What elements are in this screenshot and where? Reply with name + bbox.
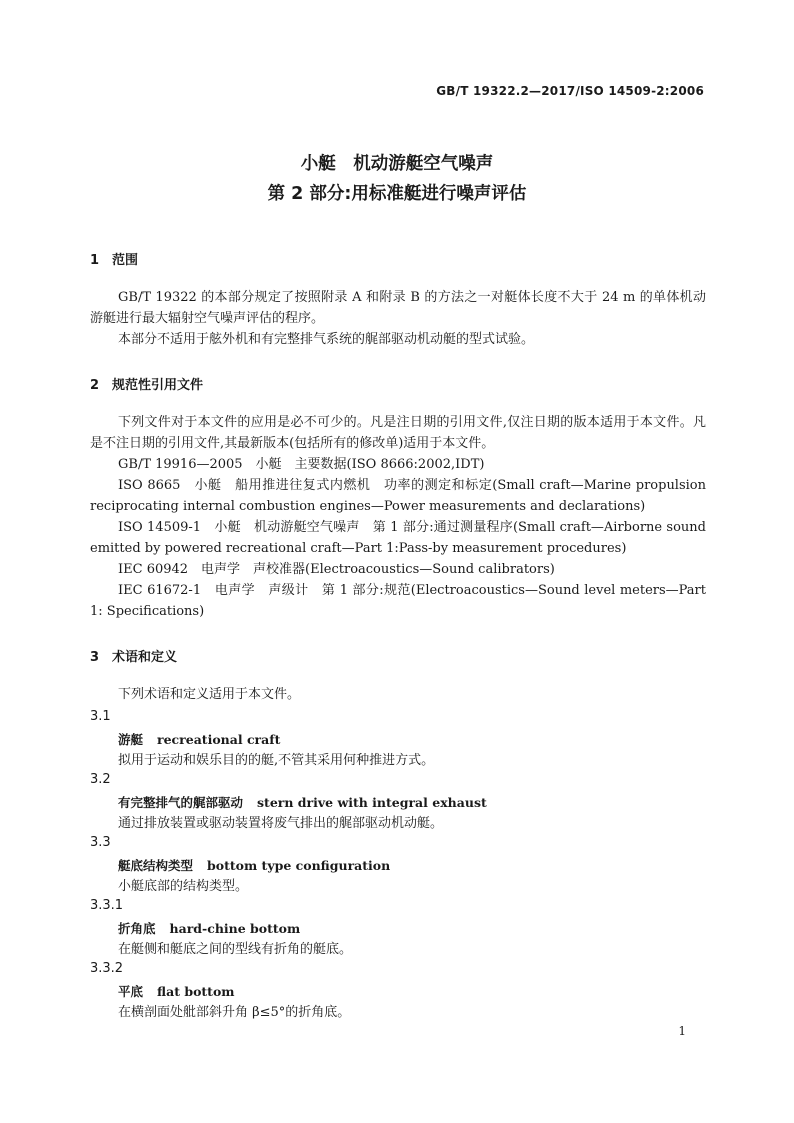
references-intro: 下列文件对于本文件的应用是必不可少的。凡是注日期的引用文件,仅注日期的版本适用于本文件。凡是不注日期的引用文件,其最新版本(包括所有的修改单)适用于本文件。 xyxy=(90,415,706,451)
term-name-zh: 游艇 xyxy=(118,732,144,747)
term-name-zh: 平底 xyxy=(118,984,144,999)
term-name-zh: 艇底结构类型 xyxy=(118,858,194,873)
term-name xyxy=(118,730,280,748)
term-name xyxy=(118,919,300,937)
term-definition: 在艇侧和艇底之间的型线有折角的艇底。 xyxy=(118,942,353,957)
term-name-en: stern drive with integral exhaust xyxy=(257,795,487,810)
term-name xyxy=(118,856,390,874)
scope-paragraph-1: GB/T 19322 的本部分规定了按照附录 A 和附录 B 的方法之一对艇体长度不大于 24 m 的单体机动游艇进行最大辐射空气噪声评估的程序。 xyxy=(90,290,706,326)
scope-paragraph-2: 本部分不适用于舷外机和有完整排气系统的艉部驱动机动艇的型式试验。 xyxy=(118,332,535,347)
term-number: 3.1 xyxy=(90,709,111,724)
term-name-en: flat bottom xyxy=(157,984,235,999)
term-definition: 通过排放装置或驱动装置将废气排出的艉部驱动机动艇。 xyxy=(118,816,444,831)
term-name-en: hard-chine bottom xyxy=(169,921,301,936)
section-number: 2 xyxy=(90,378,100,393)
section-title: 规范性引用文件 xyxy=(112,378,204,393)
term-name xyxy=(118,982,235,1000)
term-definition: 拟用于运动和娱乐目的的艇,不管其采用何种推进方式。 xyxy=(118,753,435,768)
term-name-en: bottom type configuration xyxy=(207,858,391,873)
page-number: 1 xyxy=(678,1024,686,1038)
term-name-zh: 有完整排气的艉部驱动 xyxy=(118,795,244,810)
reference-item: IEC 60942 电声学 声校准器(Electroacoustics—Sound calibrators) xyxy=(118,562,555,577)
term-name xyxy=(118,793,487,811)
scope-body xyxy=(90,287,706,350)
section-heading-normative-references xyxy=(90,374,203,393)
normative-references-body xyxy=(90,412,706,622)
section-title: 术语和定义 xyxy=(112,650,178,665)
standard-code: GB/T 19322.2—2017/ISO 14509-2:2006 xyxy=(436,84,704,98)
reference-item: IEC 61672-1 电声学 声级计 第 1 部分:规范(Electroacoustics—Sound level meters—Part 1: Specifications) xyxy=(90,583,706,619)
section-heading-terms xyxy=(90,646,177,665)
reference-item: ISO 14509-1 小艇 机动游艇空气噪声 第 1 部分:通过测量程序(Small craft—Airborne sound emitted by powered recreational craft—Part 1:Pass-by measurement procedures) xyxy=(90,520,706,556)
term-number: 3.3 xyxy=(90,835,111,850)
term-number: 3.2 xyxy=(90,772,111,787)
reference-item: ISO 8665 小艇 船用推进往复式内燃机 功率的测定和标定(Small craft—Marine propulsion reciprocating internal combustion engines—Power measurements and declarations) xyxy=(90,478,706,514)
reference-item: GB/T 19916—2005 小艇 主要数据(ISO 8666:2002,IDT) xyxy=(118,457,485,472)
term-name-en: recreational craft xyxy=(157,732,281,747)
section-number: 3 xyxy=(90,650,100,665)
document-title-line2: 第 2 部分:用标准艇进行噪声评估 xyxy=(267,184,527,204)
term-number: 3.3.1 xyxy=(90,898,124,913)
term-definition: 小艇底部的结构类型。 xyxy=(118,879,249,894)
term-number: 3.3.2 xyxy=(90,961,124,976)
term-definition: 在横剖面处舭部斜升角 β≤5°的折角底。 xyxy=(118,1005,351,1020)
term-name-zh: 折角底 xyxy=(118,921,156,936)
section-number: 1 xyxy=(90,253,100,268)
section-title: 范围 xyxy=(112,253,139,268)
section-heading-scope xyxy=(90,249,138,268)
document-title-line1: 小艇 机动游艇空气噪声 xyxy=(300,154,494,174)
terms-intro: 下列术语和定义适用于本文件。 xyxy=(118,687,301,702)
